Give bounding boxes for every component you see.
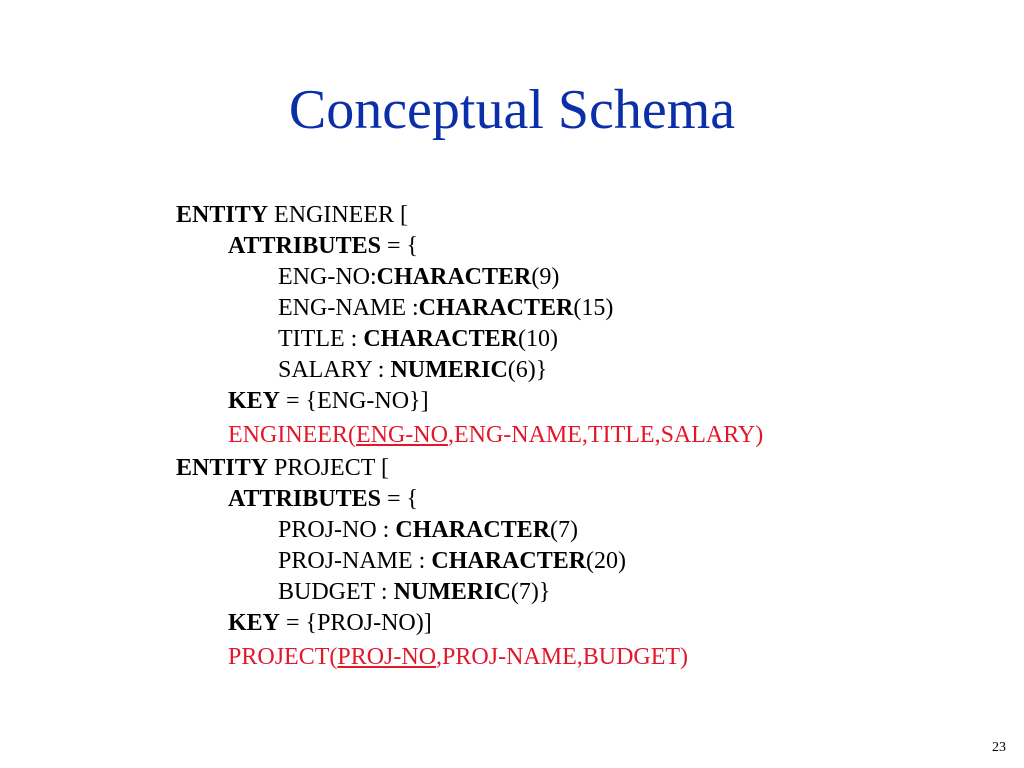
engineer-attr-row (176, 324, 763, 355)
attr-size: (7) (550, 517, 579, 543)
project-key-line: KEY = {PROJ-NO)] (228, 610, 432, 636)
attr-size: (9) (531, 264, 560, 290)
attr-size: (20) (586, 548, 627, 574)
project-attributes-line: ATTRIBUTES = { (228, 486, 419, 512)
primary-key: PROJ-NO (337, 644, 437, 670)
engineer-attr-row (176, 355, 763, 386)
entity-keyword: ENTITY (176, 202, 269, 228)
attr-name: PROJ-NAME : (278, 548, 432, 574)
attr-size: (6)} (507, 357, 548, 383)
engineer-attr-row (176, 293, 763, 324)
attr-name: TITLE : (278, 326, 364, 352)
schema-body (176, 200, 763, 675)
attr-name: SALARY : (278, 357, 391, 383)
primary-key: ENG-NO (355, 422, 448, 448)
attributes-keyword: ATTRIBUTES (228, 233, 381, 259)
key-keyword: KEY (228, 610, 281, 636)
attr-type: CHARACTER (376, 264, 532, 290)
attr-type: CHARACTER (363, 326, 518, 352)
entity-name: ENGINEER [ (268, 202, 408, 228)
engineer-attributes-line: ATTRIBUTES = { (228, 233, 419, 259)
project-attr-row (176, 577, 763, 608)
project-attr-row (176, 546, 763, 577)
attr-name: ENG-NO: (278, 264, 377, 290)
engineer-key-line: KEY = {ENG-NO}] (228, 388, 429, 414)
attr-size: (15) (573, 295, 614, 321)
entity-keyword: ENTITY (176, 455, 269, 481)
project-relation-line: PROJECT(PROJ-NO,PROJ-NAME,BUDGET) (228, 644, 689, 670)
attr-type: CHARACTER (395, 517, 551, 543)
entity-name: PROJECT [ (268, 455, 389, 481)
engineer-relation-line: ENGINEER(ENG-NO,ENG-NAME,TITLE,SALARY) (228, 422, 764, 448)
attributes-keyword: ATTRIBUTES (228, 486, 381, 512)
page-number: 23 (992, 740, 1006, 755)
project-entity-line (176, 453, 763, 484)
attr-size: (7)} (510, 579, 551, 605)
slide-title: Conceptual Schema (288, 79, 736, 141)
attr-type: CHARACTER (431, 548, 587, 574)
attr-name: ENG-NAME : (278, 295, 419, 321)
attr-type: NUMERIC (393, 579, 511, 605)
key-keyword: KEY (228, 388, 281, 414)
engineer-entity-line (176, 200, 763, 231)
project-attr-row (176, 515, 763, 546)
attr-name: BUDGET : (278, 579, 394, 605)
attr-type: NUMERIC (390, 357, 508, 383)
attr-size: (10) (518, 326, 558, 352)
attr-type: CHARACTER (418, 295, 574, 321)
attr-name: PROJ-NO : (278, 517, 396, 543)
engineer-attr-row (176, 262, 763, 293)
